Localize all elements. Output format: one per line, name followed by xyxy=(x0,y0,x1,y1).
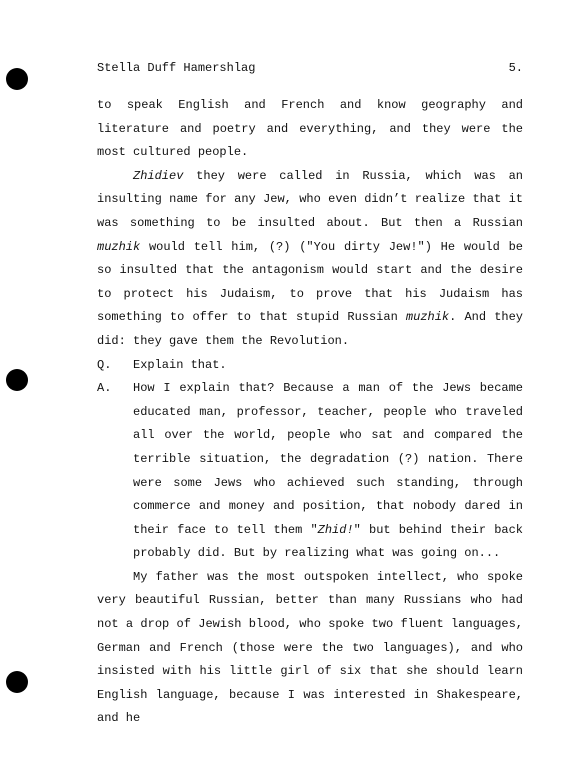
question-text: Explain that. xyxy=(133,357,227,372)
answer xyxy=(97,377,523,566)
binder-hole xyxy=(6,68,28,90)
italic-term: Zhid! xyxy=(317,522,354,537)
answer-label: A. xyxy=(97,381,112,396)
paragraph: to speak English and French and know geography and literature and poetry and everything, and they were the most cultured people. xyxy=(97,98,523,160)
page-header xyxy=(97,60,523,76)
italic-term: Zhidiev xyxy=(133,168,184,183)
italic-term: muzhik xyxy=(97,239,141,254)
binder-hole xyxy=(6,369,28,391)
question xyxy=(97,354,523,378)
binder-hole xyxy=(6,671,28,693)
question-label: Q. xyxy=(97,357,112,372)
transcript-body xyxy=(97,94,523,731)
paragraph: Zhidiev they were called in Russia, which was an insulting name for any Jew, who even didn’t realize that it was something to be insulted about. But then a Russian muzhik would tell him, (?) ("You dirty Jew!") He would be so insulted that the antagonism would start and the desire to protect his Judaism, to prove that his Judaism has something to offer to that stupid Russian muzhik. And they did: they gave them the Revolution. xyxy=(97,168,523,348)
page-number: 5. xyxy=(508,61,523,75)
italic-term: muzhik xyxy=(405,310,450,325)
answer-text: How I explain that? Because a man of the Jews became educated man, professor, teacher, people who traveled all over the world, people who sat and compared the terrible situation, the degradation (?) nation. There were some Jews who achieved such standing, through commerce and money and position, that nobody dared in their face to tell them "Zhid!" but behind their back probably did. But by realizing what was going on... xyxy=(133,381,523,561)
paragraph: My father was the most outspoken intellect, who spoke very beautiful Russian, better than many Russians who had not a drop of Jewish blood, who spoke two fluent languages, German and French (those were the two languages), and who insisted with his little girl of six that she should learn English language, because I was interested in Shakespeare, and he xyxy=(97,569,523,726)
header-title: Stella Duff Hamershlag xyxy=(97,61,256,75)
